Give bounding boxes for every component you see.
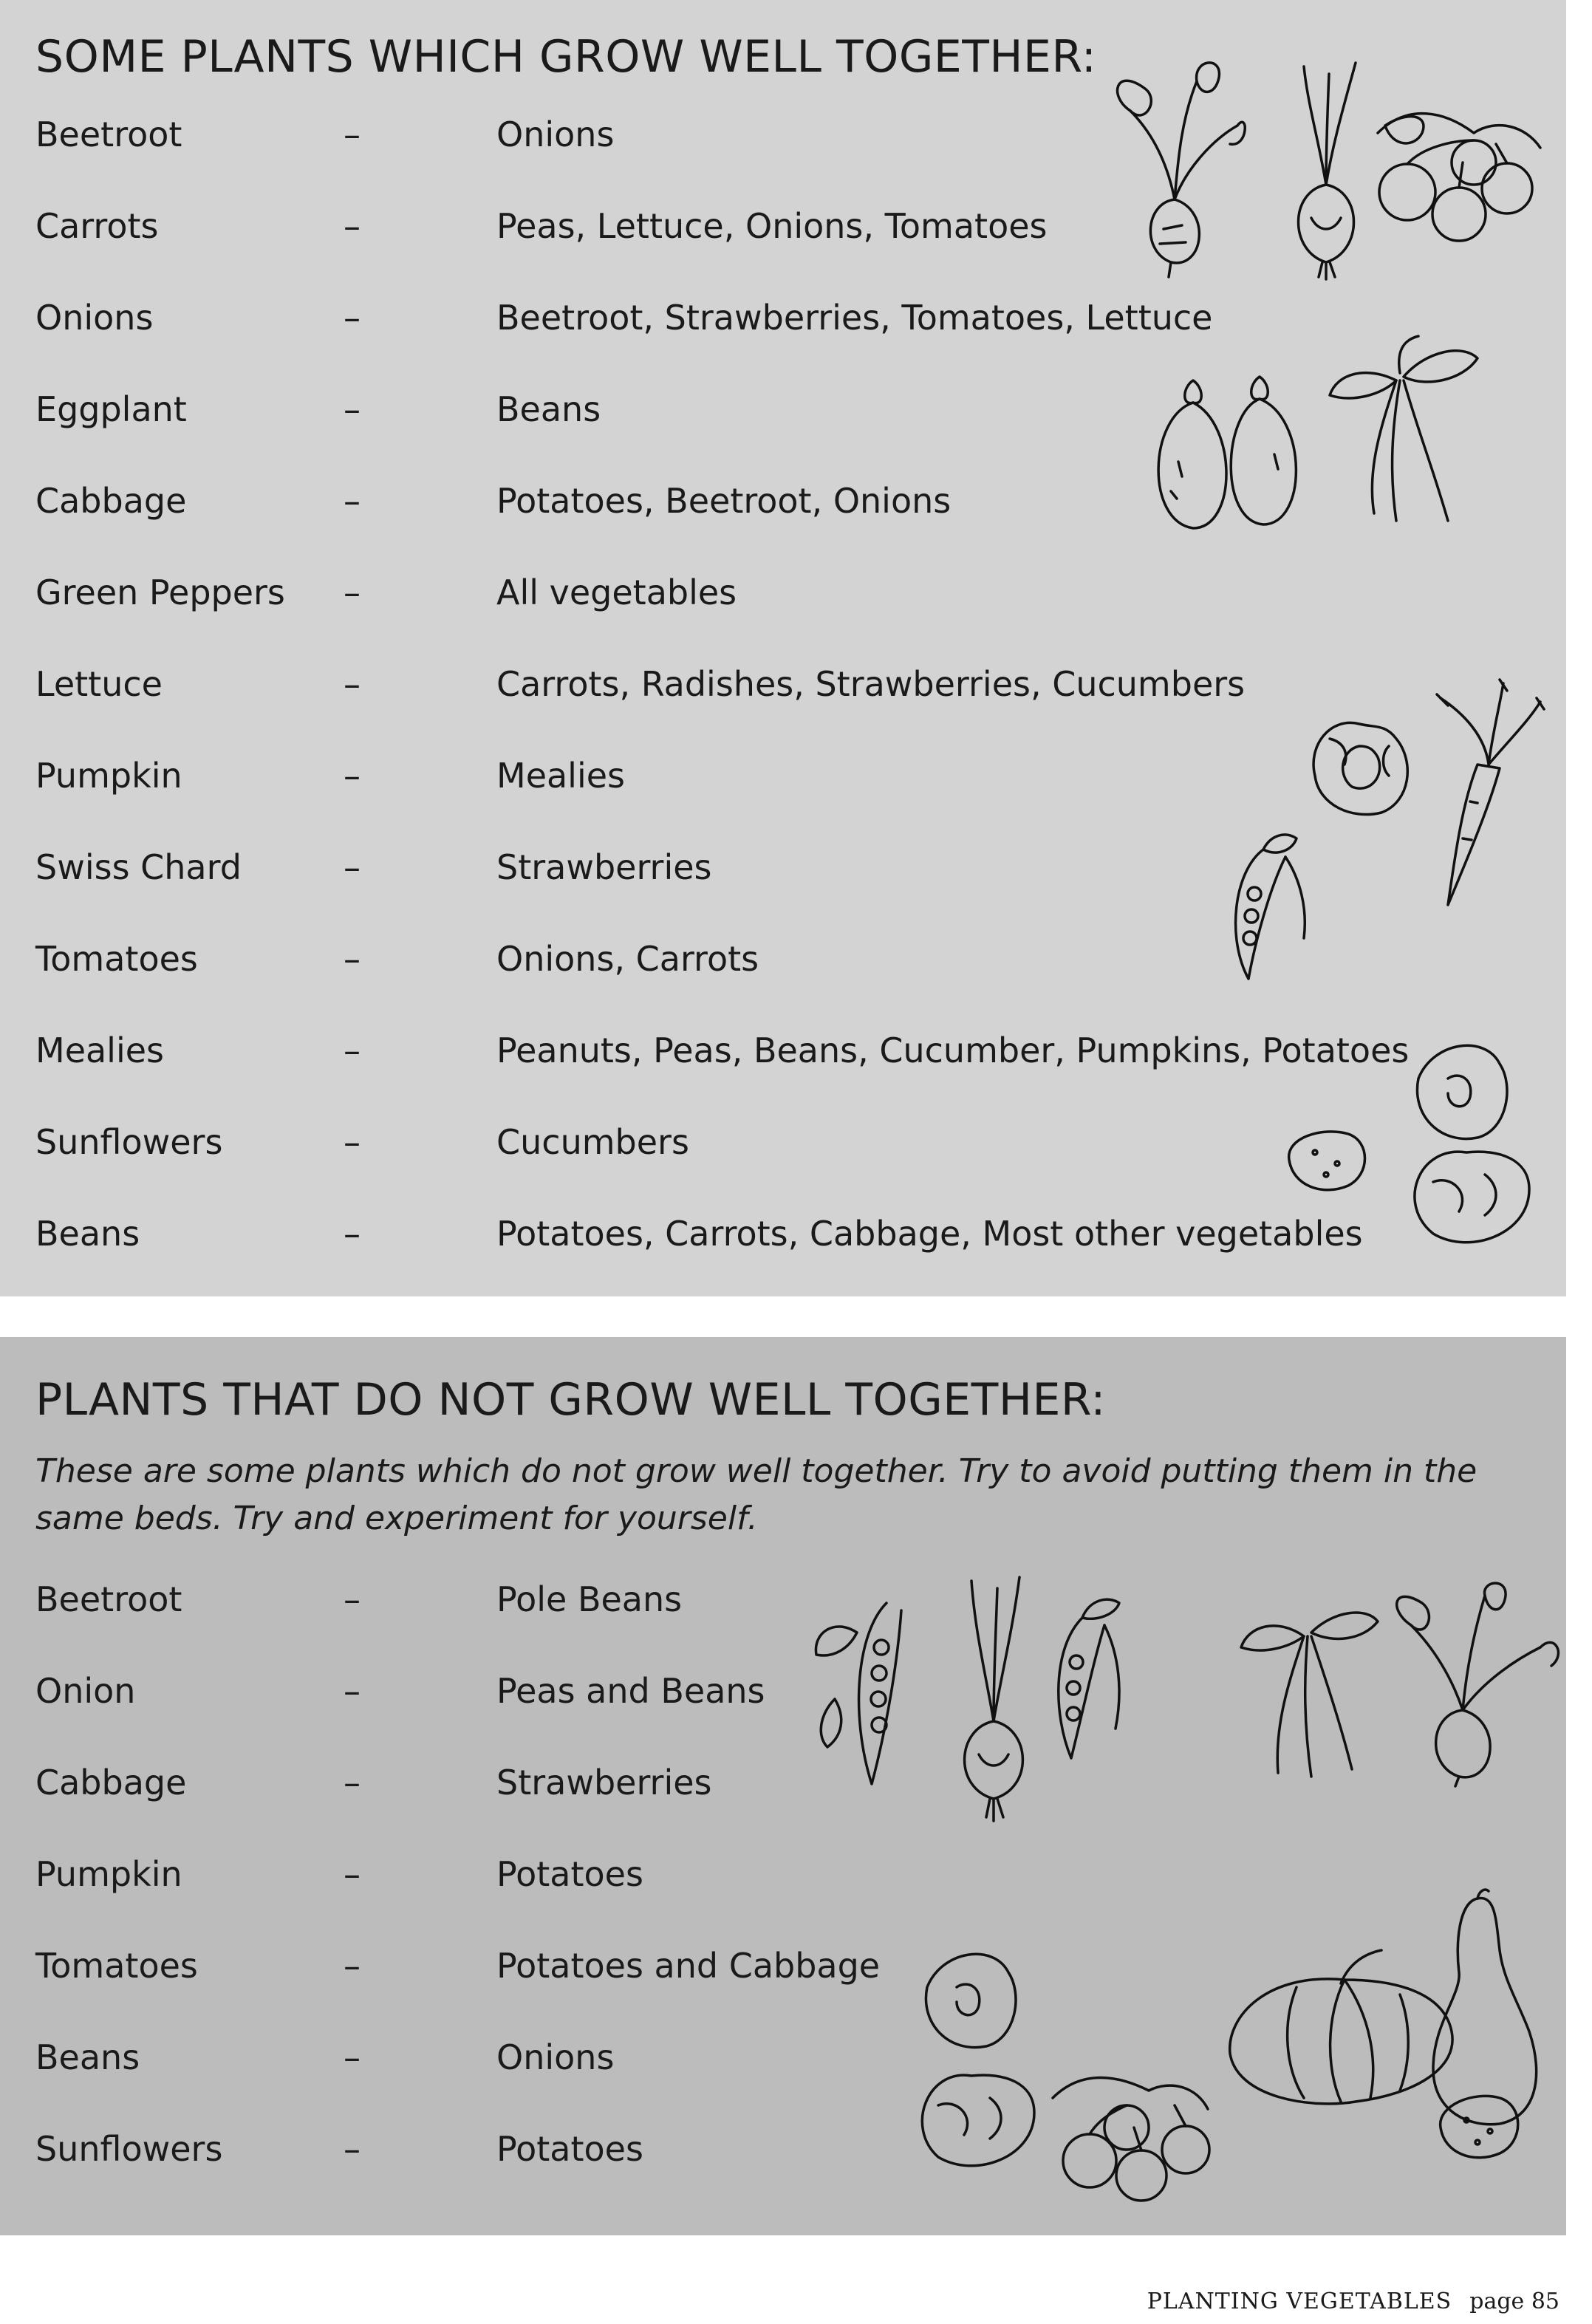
plant-name: Pumpkin xyxy=(35,756,182,796)
plant-name: Cabbage xyxy=(35,481,187,521)
beetroot-icon xyxy=(1101,52,1248,281)
incompatible-plants: Pole Beans xyxy=(496,1579,683,1619)
bad-companions-panel xyxy=(0,1337,1566,2235)
pea-pod-icon xyxy=(1219,827,1315,982)
separator-dash: – xyxy=(344,481,361,521)
lettuce-icon xyxy=(1300,709,1418,827)
list-item xyxy=(0,570,1566,629)
tomato-icon xyxy=(1038,2054,1215,2209)
eggplant-icon xyxy=(1141,373,1319,536)
companion-plants: Beetroot, Strawberries, Tomatoes, Lettuce xyxy=(496,298,1213,338)
incompatible-plants: Potatoes and Cabbage xyxy=(496,1946,881,1986)
plant-name: Beans xyxy=(35,1214,140,1254)
plant-name: Cabbage xyxy=(35,1763,187,1802)
list-item xyxy=(0,1028,1566,1087)
separator-dash: – xyxy=(344,1854,361,1894)
bean-icon xyxy=(1322,336,1485,528)
companion-plants: Onions, Carrots xyxy=(496,939,759,979)
cabbage-icon xyxy=(1389,1034,1544,1248)
incompatible-plants: Onions xyxy=(496,2037,615,2077)
separator-dash: – xyxy=(344,115,361,154)
separator-dash: – xyxy=(344,1946,361,1986)
separator-dash: – xyxy=(344,206,361,246)
separator-dash: – xyxy=(344,847,361,887)
plant-name: Tomatoes xyxy=(35,939,198,979)
plant-name: Sunflowers xyxy=(35,2129,223,2169)
separator-dash: – xyxy=(344,1122,361,1162)
companion-plants: Beans xyxy=(496,389,601,429)
list-item xyxy=(0,1852,1566,1911)
incompatible-plants: Peas and Beans xyxy=(496,1671,765,1711)
pea-pod-icon xyxy=(1038,1588,1134,1766)
separator-dash: – xyxy=(344,939,361,979)
companion-plants: Peas, Lettuce, Onions, Tomatoes xyxy=(496,206,1048,246)
companion-plants: All vegetables xyxy=(496,573,737,612)
separator-dash: – xyxy=(344,756,361,796)
plant-name: Tomatoes xyxy=(35,1946,198,1986)
incompatible-plants: Potatoes xyxy=(496,1854,643,1894)
separator-dash: – xyxy=(344,2037,361,2077)
plant-name: Eggplant xyxy=(35,389,187,429)
separator-dash: – xyxy=(344,1579,361,1619)
onion-icon xyxy=(938,1573,1049,1825)
list-item xyxy=(0,2127,1566,2186)
separator-dash: – xyxy=(344,1214,361,1254)
incompatible-plants: Strawberries xyxy=(496,1763,712,1802)
list-item xyxy=(0,937,1566,996)
companion-plants: Strawberries xyxy=(496,847,712,887)
list-item xyxy=(0,1211,1566,1271)
plant-name: Green Peppers xyxy=(35,573,285,612)
footer-section-title: PLANTING VEGETABLES xyxy=(1147,2289,1452,2314)
separator-dash: – xyxy=(344,573,361,612)
separator-dash: – xyxy=(344,1031,361,1070)
plant-name: Pumpkin xyxy=(35,1854,182,1894)
potato-icon xyxy=(1278,1123,1374,1197)
companion-plants: Peanuts, Peas, Beans, Cucumber, Pumpkins, Potatoes xyxy=(496,1031,1410,1070)
separator-dash: – xyxy=(344,298,361,338)
companion-plants: Onions xyxy=(496,115,615,154)
companion-plants: Potatoes, Carrots, Cabbage, Most other vegetables xyxy=(496,1214,1363,1254)
tomato-icon xyxy=(1363,103,1548,259)
separator-dash: – xyxy=(344,389,361,429)
separator-dash: – xyxy=(344,664,361,704)
pea-pod-icon xyxy=(805,1588,931,1795)
companion-plants: Cucumbers xyxy=(496,1122,689,1162)
good-companions-title: SOME PLANTS WHICH GROW WELL TOGETHER: xyxy=(35,31,1097,83)
plant-name: Beetroot xyxy=(35,115,182,154)
bad-companions-title: PLANTS THAT DO NOT GROW WELL TOGETHER: xyxy=(35,1374,1106,1426)
plant-name: Mealies xyxy=(35,1031,165,1070)
separator-dash: – xyxy=(344,1763,361,1802)
companion-plants: Mealies xyxy=(496,756,626,796)
plant-name: Sunflowers xyxy=(35,1122,223,1162)
list-item xyxy=(0,845,1566,904)
potato-icon xyxy=(1429,2087,1533,2164)
beetroot-icon xyxy=(1374,1581,1570,1788)
companion-plants: Potatoes, Beetroot, Onions xyxy=(496,481,952,521)
plant-name: Carrots xyxy=(35,206,159,246)
plant-name: Onions xyxy=(35,298,154,338)
cabbage-icon xyxy=(898,1935,1045,2179)
page-number: page 85 xyxy=(1469,2289,1559,2314)
bean-icon xyxy=(1234,1592,1381,1784)
separator-dash: – xyxy=(344,2129,361,2169)
plant-name: Onion xyxy=(35,1671,136,1711)
carrot-icon xyxy=(1418,676,1548,912)
bad-companions-note: These are some plants which do not grow well together. Try to avoid putting them in the same beds. Try and experiment for yourself. xyxy=(35,1452,1477,1537)
plant-name: Beans xyxy=(35,2037,140,2077)
page-footer xyxy=(1147,2289,1559,2314)
plant-name: Beetroot xyxy=(35,1579,182,1619)
plant-name: Swiss Chard xyxy=(35,847,242,887)
separator-dash: – xyxy=(344,1671,361,1711)
companion-plants: Carrots, Radishes, Strawberries, Cucumbers xyxy=(496,664,1246,704)
incompatible-plants: Potatoes xyxy=(496,2129,643,2169)
plant-name: Lettuce xyxy=(35,664,163,704)
